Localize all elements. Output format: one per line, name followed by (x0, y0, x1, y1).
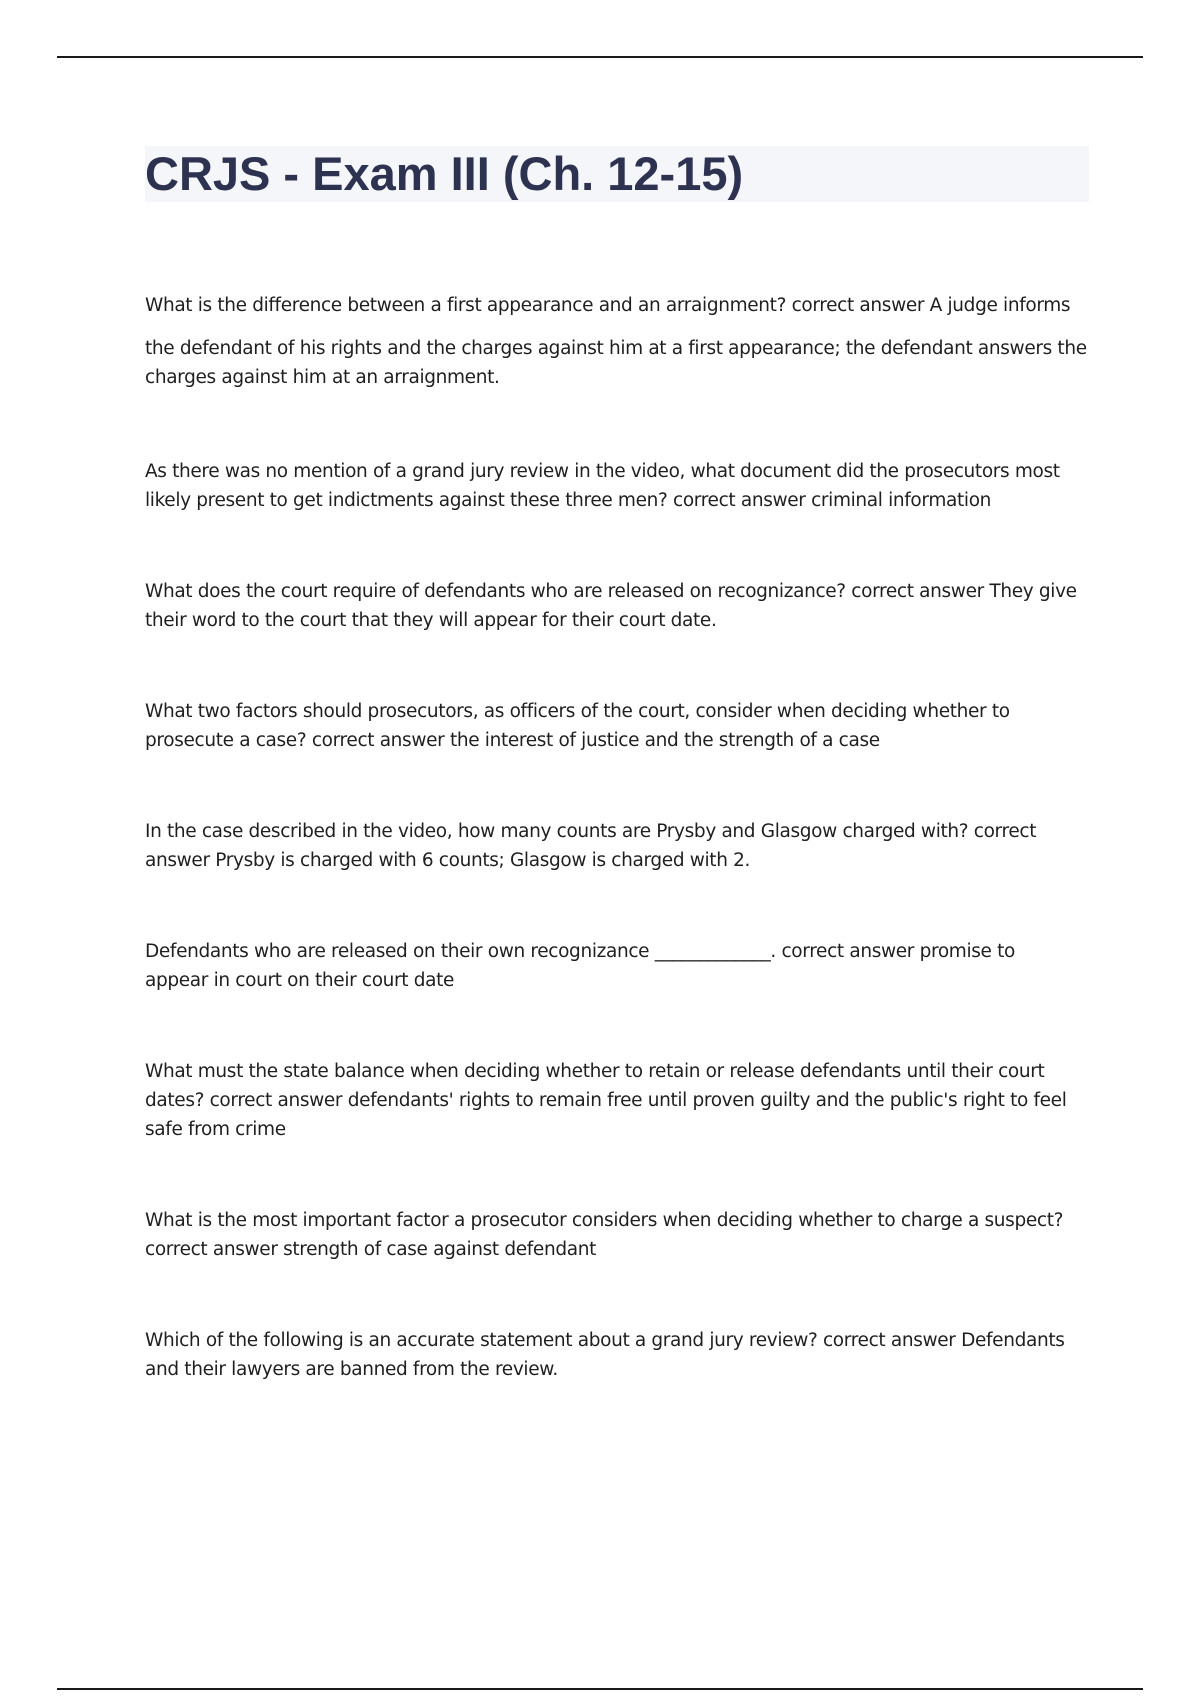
qa-item-5 (145, 817, 1090, 875)
qa-item-3 (145, 577, 1090, 635)
qa-line: prosecute a case? correct answer the interest of justice and the strength of a case (145, 730, 880, 751)
qa-line: their word to the court that they will appear for their court date. (145, 610, 717, 631)
qa-line: likely present to get indictments against these three men? correct answer criminal information (145, 490, 992, 511)
qa-item-4 (145, 697, 1090, 755)
qa-item-2 (145, 457, 1090, 515)
qa-line: What is the difference between a first appearance and an arraignment? correct answer A judge informs (145, 295, 1071, 316)
qa-line: answer Prysby is charged with 6 counts; Glasgow is charged with 2. (145, 850, 751, 871)
bottom-rule (57, 1688, 1143, 1690)
qa-line: What is the most important factor a prosecutor considers when deciding whether to charge a suspect? (145, 1210, 1064, 1231)
qa-item-8 (145, 1206, 1090, 1264)
document-title: CRJS - Exam III (Ch. 12-15) (145, 147, 744, 200)
qa-line: the defendant of his rights and the charges against him at a first appearance; the defendant answers the (145, 338, 1087, 359)
top-rule (57, 56, 1143, 58)
qa-line: In the case described in the video, how many counts are Prysby and Glasgow charged with? correct (145, 821, 1037, 842)
qa-item-7 (145, 1057, 1090, 1144)
qa-line: What must the state balance when deciding whether to retain or release defendants until their court (145, 1061, 1045, 1082)
qa-line: Defendants who are released on their own recognizance _____________. correct answer promise to (145, 941, 1015, 962)
qa-line: As there was no mention of a grand jury review in the video, what document did the prosecutors most (145, 461, 1060, 482)
qa-item-1 (145, 291, 1090, 392)
qa-line: appear in court on their court date (145, 970, 455, 991)
qa-line: dates? correct answer defendants' rights to remain free until proven guilty and the public's right to feel (145, 1090, 1067, 1111)
qa-line: correct answer strength of case against defendant (145, 1239, 596, 1260)
qa-line: and their lawyers are banned from the review. (145, 1359, 558, 1380)
qa-line: Which of the following is an accurate statement about a grand jury review? correct answer Defendants (145, 1330, 1065, 1351)
qa-item-6 (145, 937, 1090, 995)
qa-line: safe from crime (145, 1119, 286, 1140)
qa-line: charges against him at an arraignment. (145, 367, 500, 388)
qa-line: What does the court require of defendants who are released on recognizance? correct answer They give (145, 581, 1077, 602)
qa-line: What two factors should prosecutors, as officers of the court, consider when deciding whether to (145, 701, 1010, 722)
qa-item-9 (145, 1326, 1090, 1384)
